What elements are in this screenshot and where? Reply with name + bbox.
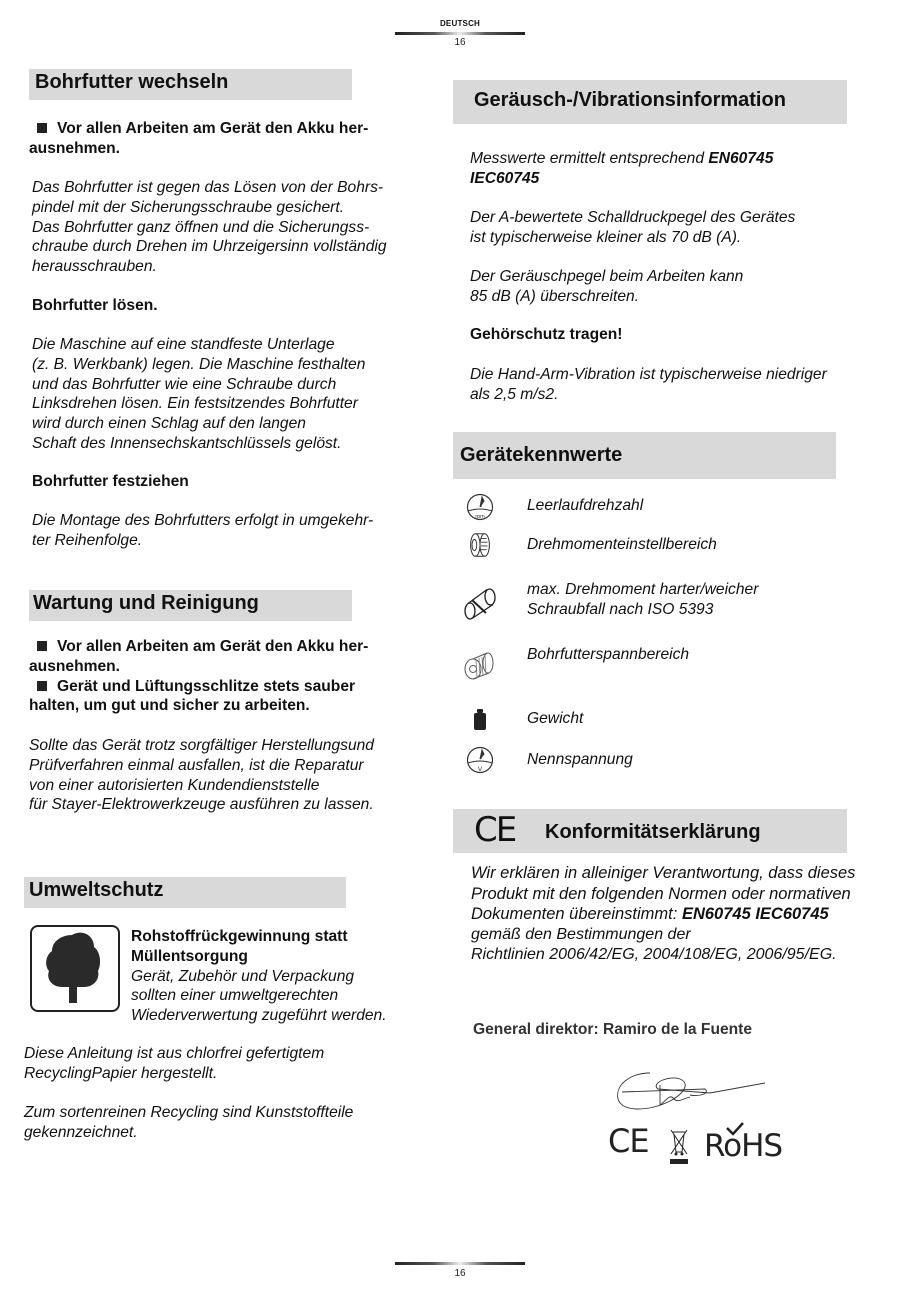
bullet-square-icon — [37, 681, 47, 691]
sound-pressure-note: Der A-bewertete Schalldruckpegel des Gerätes ist typischerweise kleiner als 70 dB (A). — [470, 209, 796, 246]
spec-label: Nennspannung — [527, 751, 633, 768]
ce-mark-icon: CE — [608, 1122, 649, 1160]
ear-protection-warning: Gehörschutz tragen! — [470, 326, 623, 343]
wartung-paragraph: Sollte das Gerät trotz sorgfältiger Herstellungsund Prüfverfahren einmal ausfallen, ist die Reparatur von einer autorisierten Kundendienststelle für Stayer-Elektrowerkzeuge ausführen zu lassen. — [29, 737, 374, 814]
screw-cylinder-icon — [463, 586, 497, 622]
bullet-square-icon — [37, 641, 47, 651]
spec-label: Leerlaufdrehzahl — [527, 497, 644, 514]
spec-row-voltage — [463, 745, 883, 775]
tree-icon — [30, 925, 120, 1012]
rohs-check-icon — [725, 1122, 745, 1136]
rohs-mark-icon: RoHS — [704, 1128, 783, 1164]
rpm-gauge-icon — [463, 492, 497, 522]
language-label: DEUTSCH — [439, 19, 481, 28]
section-title: Konformitätserklärung — [545, 821, 761, 843]
weee-bin-icon — [668, 1126, 690, 1166]
section-title: Umweltschutz — [29, 879, 164, 901]
section-header-noise — [453, 80, 847, 124]
section-header-umweltschutz — [24, 877, 346, 908]
intro-paragraph: Das Bohrfutter ist gegen das Lösen von der Bohrs- pindel mit der Sicherungsschraube gesichert. Das Bohrfutter ganz öffnen und die Sicherungss- chraube durch Drehen im Uhrzeigersinn vollständig herausschrauben. — [32, 179, 387, 276]
section-title: Geräusch-/Vibrationsinformation — [474, 89, 786, 111]
section-title: Wartung und Reinigung — [33, 592, 259, 614]
director-name: General direktor: Ramiro de la Fuente — [473, 1021, 753, 1038]
work-noise-note: Der Geräuschpegel beim Arbeiten kann 85 dB (A) überschreiten. — [470, 268, 744, 305]
section-header-specs — [453, 432, 836, 479]
section-title: Gerätekennwerte — [460, 444, 623, 466]
spec-row-weight — [463, 705, 883, 733]
plastic-note: Zum sortenreinen Recycling sind Kunststoffteile gekennzeichnet. — [24, 1104, 354, 1141]
voltage-gauge-icon — [463, 745, 497, 775]
vibration-note: Die Hand-Arm-Vibration ist typischerweise niedriger als 2,5 m/s2. — [470, 366, 827, 403]
conformity-statement: Wir erklären in alleiniger Verantwortung, dass dieses Produkt mit den folgenden Normen oder normativen Dokumenten übereinstimmt: EN60745 IEC60745 gemäß den Bestimmungen der Richtlinien 2006/42/EG, 2004/108/EG, 2006/95/EG. — [471, 864, 856, 963]
certification-marks — [608, 1122, 788, 1168]
section-header-wartung — [29, 590, 352, 621]
header-page-number: 16 — [454, 37, 466, 48]
bullet-square-icon — [37, 123, 47, 133]
wartung-bullets: Vor allen Arbeiten am Gerät den Akku her- ausnehmen. Gerät und Lüftungsschlitze stets sauber halten, um gut und sicher zu arbeiten. — [29, 638, 369, 715]
spec-row-max-torque — [463, 580, 883, 624]
torque-ring-icon — [463, 530, 497, 560]
loosen-paragraph: Die Maschine auf eine standfeste Unterlage (z. B. Werkbank) legen. Die Maschine festhalten und das Bohrfutter wie eine Schraube durch Linksdrehen lösen. Ein festsitzendes Bohrfutter wird durch einen Schlag auf den langen Schaft des Innensechskantschlüssels gelöst. — [32, 336, 366, 452]
section-title: Bohrfutter wechseln — [35, 71, 229, 93]
section-header-conformity — [453, 809, 847, 853]
ce-mark-icon: CE — [474, 810, 516, 850]
spec-label: Drehmomenteinstellbereich — [527, 536, 717, 553]
section-header-bohrfutter-wechseln — [29, 69, 352, 100]
spec-label: max. Drehmoment harter/weicher Schraubfall nach ISO 5393 — [527, 581, 759, 618]
weight-icon — [463, 705, 497, 735]
footer-page-number: 16 — [454, 1268, 466, 1279]
footer-divider — [395, 1262, 525, 1265]
subheading-tighten: Bohrfutter festziehen — [32, 473, 189, 490]
svg-text:V: V — [477, 766, 483, 773]
spec-label: Gewicht — [527, 710, 584, 727]
spec-row-chuck-range — [463, 645, 883, 685]
warning-block: Vor allen Arbeiten am Gerät den Akku her- ausnehmen. — [29, 120, 369, 157]
signature-icon — [610, 1065, 780, 1120]
paper-note: Diese Anleitung ist aus chlorfrei gefertigtem RecyclingPapier hergestellt. — [24, 1045, 325, 1082]
spec-label: Bohrfutterspannbereich — [527, 646, 690, 663]
recycling-info: Rohstoffrückgewinnung statt Müllentsorgung Gerät, Zubehör und Verpackung sollten einer umweltgerechten Wiederverwertung zugeführt werden. — [131, 928, 387, 1025]
svg-text:rpm: rpm — [475, 514, 485, 520]
header-divider — [395, 32, 525, 35]
chuck-icon — [463, 645, 497, 685]
spec-row-torque-setting — [463, 530, 883, 562]
subheading-loosen: Bohrfutter lösen. — [32, 297, 158, 314]
tighten-paragraph: Die Montage des Bohrfutters erfolgt in umgekehr- ter Reihenfolge. — [32, 512, 374, 549]
measurement-note: Messwerte ermittelt entsprechend EN60745 IEC60745 — [470, 150, 774, 187]
spec-row-idle-speed — [463, 492, 883, 522]
